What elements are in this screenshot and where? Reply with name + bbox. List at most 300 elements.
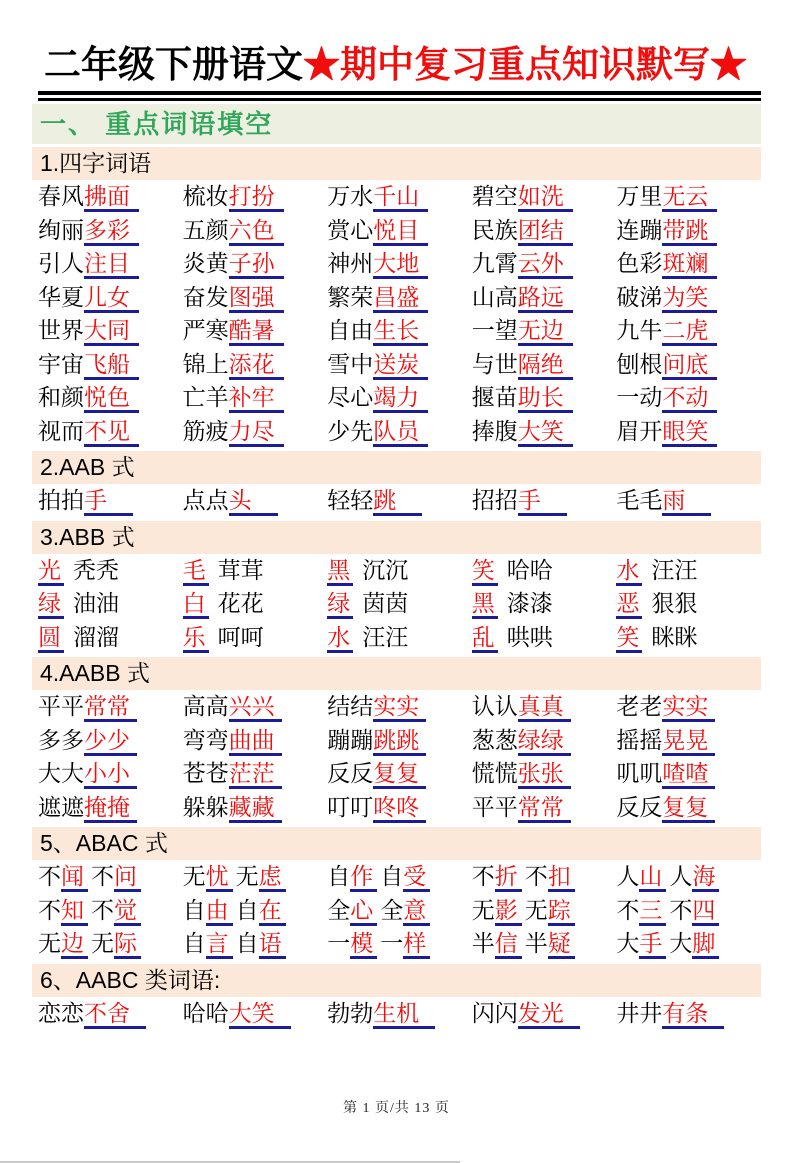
word-item [183,484,328,518]
answer-blank: 添花 [229,351,284,380]
answer-blank: 力尽 [229,418,284,447]
word-stem: 哈哈 [506,556,553,583]
answer-blank: 手 [639,930,666,959]
word-item [472,757,617,791]
subsection-header-abac: 5、ABAC 式 [32,827,761,860]
answer-blank: 不见 [84,418,139,447]
word-stem: 汪汪 [651,556,698,583]
word-stem: 弯弯 [182,726,229,753]
word-stem: 摇摇 [616,726,663,753]
word-stem: 溜溜 [73,623,119,650]
answer-blank: 圆 [38,624,64,653]
word-item [472,997,617,1031]
answer-blank: 千山 [373,183,428,212]
word-item [472,484,617,518]
answer-blank: 打扮 [229,183,284,212]
word-item [38,247,183,281]
word-item [183,724,328,758]
word-item [616,381,761,415]
subsection-header-abb: 3.ABB 式 [32,521,761,554]
word-item [616,757,761,791]
answer-blank: 子孙 [229,250,284,279]
word-item [38,860,183,894]
word-stem: 花花 [217,590,264,616]
word-item [183,348,328,382]
word-item [38,554,183,588]
word-stem: 苍苍 [182,760,229,786]
answer-blank: 知 [61,897,88,926]
answer-blank: 白 [183,590,209,619]
word-item [327,314,472,348]
word-item [38,180,183,214]
answer-blank: 黑 [327,557,353,586]
word-stem: 不 [91,863,114,889]
page-title [44,41,761,89]
word-stem: 遮遮 [38,793,84,820]
word-stem: 刨根 [616,350,663,377]
word-stem: 不 [471,863,495,889]
answer-blank: 绿 [327,590,353,619]
word-stem: 大 [669,930,693,956]
subsection-header-four: 1.四字词语 [32,147,761,180]
subsection-header-aabc: 6、AABC 类词语: [32,964,761,997]
word-stem: 绚丽 [38,216,84,243]
answer-blank: 乐 [183,624,209,653]
word-item [327,997,472,1031]
answer-blank: 虑 [259,863,286,892]
word-stem: 无 [524,896,548,923]
word-stem: 不 [38,863,61,889]
word-stem: 井井 [616,999,663,1026]
answer-blank: 喳喳 [662,760,715,789]
word-stem: 不 [91,896,114,923]
word-stem: 和颜 [38,384,84,410]
word-item [472,214,617,248]
word-stem: 眉开 [616,417,663,444]
answer-blank: 少少 [84,727,137,756]
answer-blank: 藏藏 [229,794,282,823]
word-item [616,415,761,449]
word-stem: 筋疲 [182,417,229,444]
word-item [472,281,617,315]
answer-blank: 意 [403,897,430,926]
word-item [472,621,617,655]
word-stem: 沉沉 [362,556,409,583]
word-stem: 躲躲 [182,793,229,820]
answer-blank: 实实 [662,693,715,722]
answer-blank: 大同 [84,317,139,346]
word-item [327,587,472,621]
word-stem: 人 [669,863,693,889]
word-item [616,997,761,1031]
word-stem: 勃勃 [327,999,374,1026]
answer-blank: 黑 [472,590,498,619]
answer-blank: 跳跳 [373,727,426,756]
word-item [472,724,617,758]
answer-blank: 团结 [518,217,573,246]
word-item [38,757,183,791]
answer-blank: 拂面 [84,183,139,212]
word-stem: 神州 [327,250,374,276]
word-stem: 慌慌 [471,760,518,786]
word-item [616,587,761,621]
answer-blank: 扣 [548,863,575,892]
word-item [38,314,183,348]
answer-blank: 恶 [616,590,642,619]
answer-blank: 图强 [229,284,284,313]
word-item [472,180,617,214]
word-item [472,791,617,825]
word-item [327,180,472,214]
answer-blank: 眼笑 [662,418,717,447]
word-stem: 不 [669,896,693,923]
answer-blank: 无边 [518,317,573,346]
answer-blank: 补牢 [229,384,284,413]
word-stem: 不 [616,896,640,923]
answer-blank: 头 [229,487,278,516]
answer-blank: 二虎 [662,317,717,346]
answer-blank: 为笑 [662,284,717,313]
word-stem: 轻轻 [327,487,374,513]
word-stem: 半 [524,930,548,956]
word-stem: 无 [182,863,206,889]
word-stem: 自 [380,863,404,889]
word-stem: 春风 [38,183,84,209]
answer-blank: 无云 [662,183,717,212]
answer-blank: 忧 [206,863,233,892]
word-stem: 雪中 [327,350,374,377]
answer-blank: 模 [350,930,377,959]
word-item [616,484,761,518]
word-stem: 揠苗 [471,384,518,410]
answer-blank: 兴兴 [229,693,282,722]
subsections [32,147,761,1030]
answer-blank: 作 [350,863,377,892]
word-stem: 碧空 [471,183,518,209]
word-item [38,484,183,518]
word-stem: 捧腹 [471,417,518,444]
word-stem: 大 [616,930,640,956]
answer-blank: 绿绿 [518,727,571,756]
answer-blank: 际 [114,930,141,959]
word-item [327,381,472,415]
word-item [616,180,761,214]
word-item [38,724,183,758]
word-grid-abb [32,554,761,655]
answer-blank: 斑斓 [662,250,717,279]
answer-blank: 样 [403,930,430,959]
word-item [616,927,761,961]
word-item [472,860,617,894]
word-stem: 高高 [182,693,229,719]
word-stem: 闪闪 [471,999,518,1026]
word-stem: 赏心 [327,216,374,243]
word-item [183,281,328,315]
answer-blank: 曲曲 [229,727,282,756]
answer-blank: 影 [495,897,522,926]
word-stem: 自 [327,863,351,889]
word-stem: 一 [327,930,351,956]
word-item [183,927,328,961]
word-stem: 反反 [616,793,663,820]
word-stem: 九霄 [471,250,518,276]
word-item [616,281,761,315]
word-stem: 繁荣 [327,283,374,310]
answer-blank: 茫茫 [229,760,282,789]
answer-blank: 不动 [662,384,717,413]
word-item [327,791,472,825]
word-item [183,860,328,894]
word-item [472,415,617,449]
answer-blank: 路远 [518,284,573,313]
word-item [327,247,472,281]
word-item [472,894,617,928]
word-stem: 视而 [38,417,84,444]
word-stem: 多多 [38,726,84,753]
word-item [183,247,328,281]
word-item [183,415,328,449]
word-grid-four [32,180,761,448]
answer-blank: 笑 [472,557,498,586]
word-item [183,214,328,248]
word-item [183,997,328,1031]
answer-blank: 队员 [373,418,428,447]
word-stem: 结结 [327,693,374,719]
word-stem: 蹦蹦 [327,726,374,753]
answer-blank: 悦目 [373,217,428,246]
word-item [327,690,472,724]
word-grid-abac [32,860,761,961]
word-stem: 油油 [73,590,119,616]
word-stem: 反反 [327,760,374,786]
answer-blank: 隔绝 [518,351,573,380]
word-stem: 自 [182,930,206,956]
word-stem: 哈哈 [182,999,229,1026]
page-content [0,41,793,1030]
word-stem: 九牛 [616,317,663,343]
word-stem: 与世 [471,350,518,377]
word-item [472,587,617,621]
word-item [183,554,328,588]
word-item [38,348,183,382]
word-stem: 点点 [182,487,229,513]
word-stem: 茵茵 [362,590,409,616]
word-item [38,214,183,248]
word-stem: 招招 [471,487,518,513]
answer-blank: 送炭 [373,351,428,380]
answer-blank: 大笑 [229,1000,291,1029]
answer-blank: 边 [61,930,88,959]
word-item [327,724,472,758]
word-item [472,927,617,961]
answer-blank: 言 [206,930,233,959]
word-item [327,281,472,315]
word-item [472,381,617,415]
word-item [327,554,472,588]
word-stem: 不 [38,896,61,923]
word-stem: 华夏 [38,283,84,310]
answer-blank: 三 [639,897,666,926]
word-item [327,484,472,518]
word-stem: 炎黄 [182,250,229,276]
answer-blank: 绿 [38,590,64,619]
answer-blank: 海 [692,863,719,892]
word-item [616,860,761,894]
word-stem: 色彩 [616,250,663,276]
word-stem: 无 [91,930,114,956]
word-item [183,690,328,724]
word-stem: 秃秃 [73,556,119,583]
answer-blank: 光 [38,557,64,586]
word-item [327,757,472,791]
word-stem: 平平 [38,693,84,719]
word-stem: 葱葱 [471,726,518,753]
word-item [616,247,761,281]
word-stem: 一 [380,930,404,956]
subsection-header-aabb: 4.AABB 式 [32,657,761,690]
word-item [38,791,183,825]
answer-blank: 六色 [229,217,284,246]
word-item [327,415,472,449]
answer-blank: 带跳 [662,217,717,246]
word-item [327,860,472,894]
word-stem: 不 [524,863,548,889]
word-stem: 自 [235,930,259,956]
word-stem: 引人 [38,250,84,276]
answer-blank: 在 [259,897,286,926]
word-stem: 叽叽 [616,760,663,786]
answer-blank: 张张 [518,760,571,789]
answer-blank: 生机 [373,1000,435,1029]
answer-blank: 信 [495,930,522,959]
answer-blank: 语 [259,930,286,959]
answer-blank: 小小 [84,760,137,789]
answer-blank: 山 [639,863,666,892]
word-item [183,621,328,655]
answer-blank: 如洗 [518,183,573,212]
answer-blank: 助长 [518,384,573,413]
answer-blank: 乱 [472,624,498,653]
answer-blank: 手 [518,487,567,516]
word-item [327,927,472,961]
answer-blank: 发光 [518,1000,580,1029]
answer-blank: 昌盛 [373,284,428,313]
word-item [183,314,328,348]
answer-blank: 真真 [518,693,571,722]
answer-blank: 多彩 [84,217,139,246]
word-stem: 梳妆 [182,183,229,209]
answer-blank: 云外 [518,250,573,279]
word-stem: 奋发 [182,283,229,310]
word-stem: 认认 [471,693,518,719]
answer-blank: 生长 [373,317,428,346]
answer-blank: 问底 [662,351,717,380]
word-stem: 恋恋 [38,999,84,1026]
word-item [327,348,472,382]
word-stem: 山高 [471,283,518,310]
word-item [183,791,328,825]
answer-blank: 悦色 [84,384,139,413]
answer-blank: 手 [84,487,133,516]
answer-blank: 问 [114,863,141,892]
word-item [472,314,617,348]
word-item [472,554,617,588]
answer-blank: 掩掩 [84,794,137,823]
word-grid-aab [32,484,761,518]
answer-blank: 复复 [373,760,426,789]
answer-blank: 笑 [616,624,642,653]
word-item [616,214,761,248]
word-stem: 破涕 [616,283,663,310]
word-item [38,587,183,621]
word-stem: 茸茸 [217,556,264,583]
word-grid-aabb [32,690,761,824]
word-item [183,894,328,928]
word-item [327,214,472,248]
word-stem: 自 [182,896,206,923]
word-stem: 严寒 [182,317,229,343]
word-stem: 世界 [38,317,84,343]
answer-blank: 折 [495,863,522,892]
word-item [38,690,183,724]
word-stem: 汪汪 [362,623,409,650]
page-title-black: 二年级下册语文 [44,44,303,85]
answer-blank: 四 [692,897,719,926]
word-item [38,927,183,961]
word-item [616,690,761,724]
answer-blank: 大地 [373,250,428,279]
answer-blank: 觉 [114,897,141,926]
section-heading: 一、 重点词语填空 [32,104,761,144]
answer-blank: 飞船 [84,351,139,380]
word-item [38,415,183,449]
word-stem: 毛毛 [616,487,663,513]
word-item [616,554,761,588]
word-item [183,180,328,214]
word-stem: 人 [616,863,640,889]
word-stem: 万里 [616,183,663,209]
answer-blank: 脚 [692,930,719,959]
word-item [327,621,472,655]
word-item [616,791,761,825]
word-stem: 哄哄 [506,623,553,650]
word-stem: 叮叮 [327,793,374,820]
answer-blank: 闻 [61,863,88,892]
answer-blank: 毛 [183,557,209,586]
answer-blank: 常常 [518,794,571,823]
word-stem: 半 [471,930,495,956]
word-item [616,724,761,758]
answer-blank: 常常 [84,693,137,722]
word-stem: 平平 [471,793,518,820]
word-item [472,247,617,281]
word-item [183,757,328,791]
word-grid-aabc [32,997,761,1031]
word-stem: 全 [327,896,351,923]
word-item [38,997,183,1031]
word-item [327,894,472,928]
word-stem: 一动 [616,384,663,410]
word-stem: 全 [380,896,404,923]
word-stem: 五颜 [182,216,229,243]
answer-blank: 大笑 [518,418,573,447]
answer-blank: 不舍 [84,1000,146,1029]
answer-blank: 咚咚 [373,794,426,823]
title-divider [38,91,761,101]
answer-blank: 雨 [662,487,711,516]
word-item [616,894,761,928]
answer-blank: 由 [206,897,233,926]
